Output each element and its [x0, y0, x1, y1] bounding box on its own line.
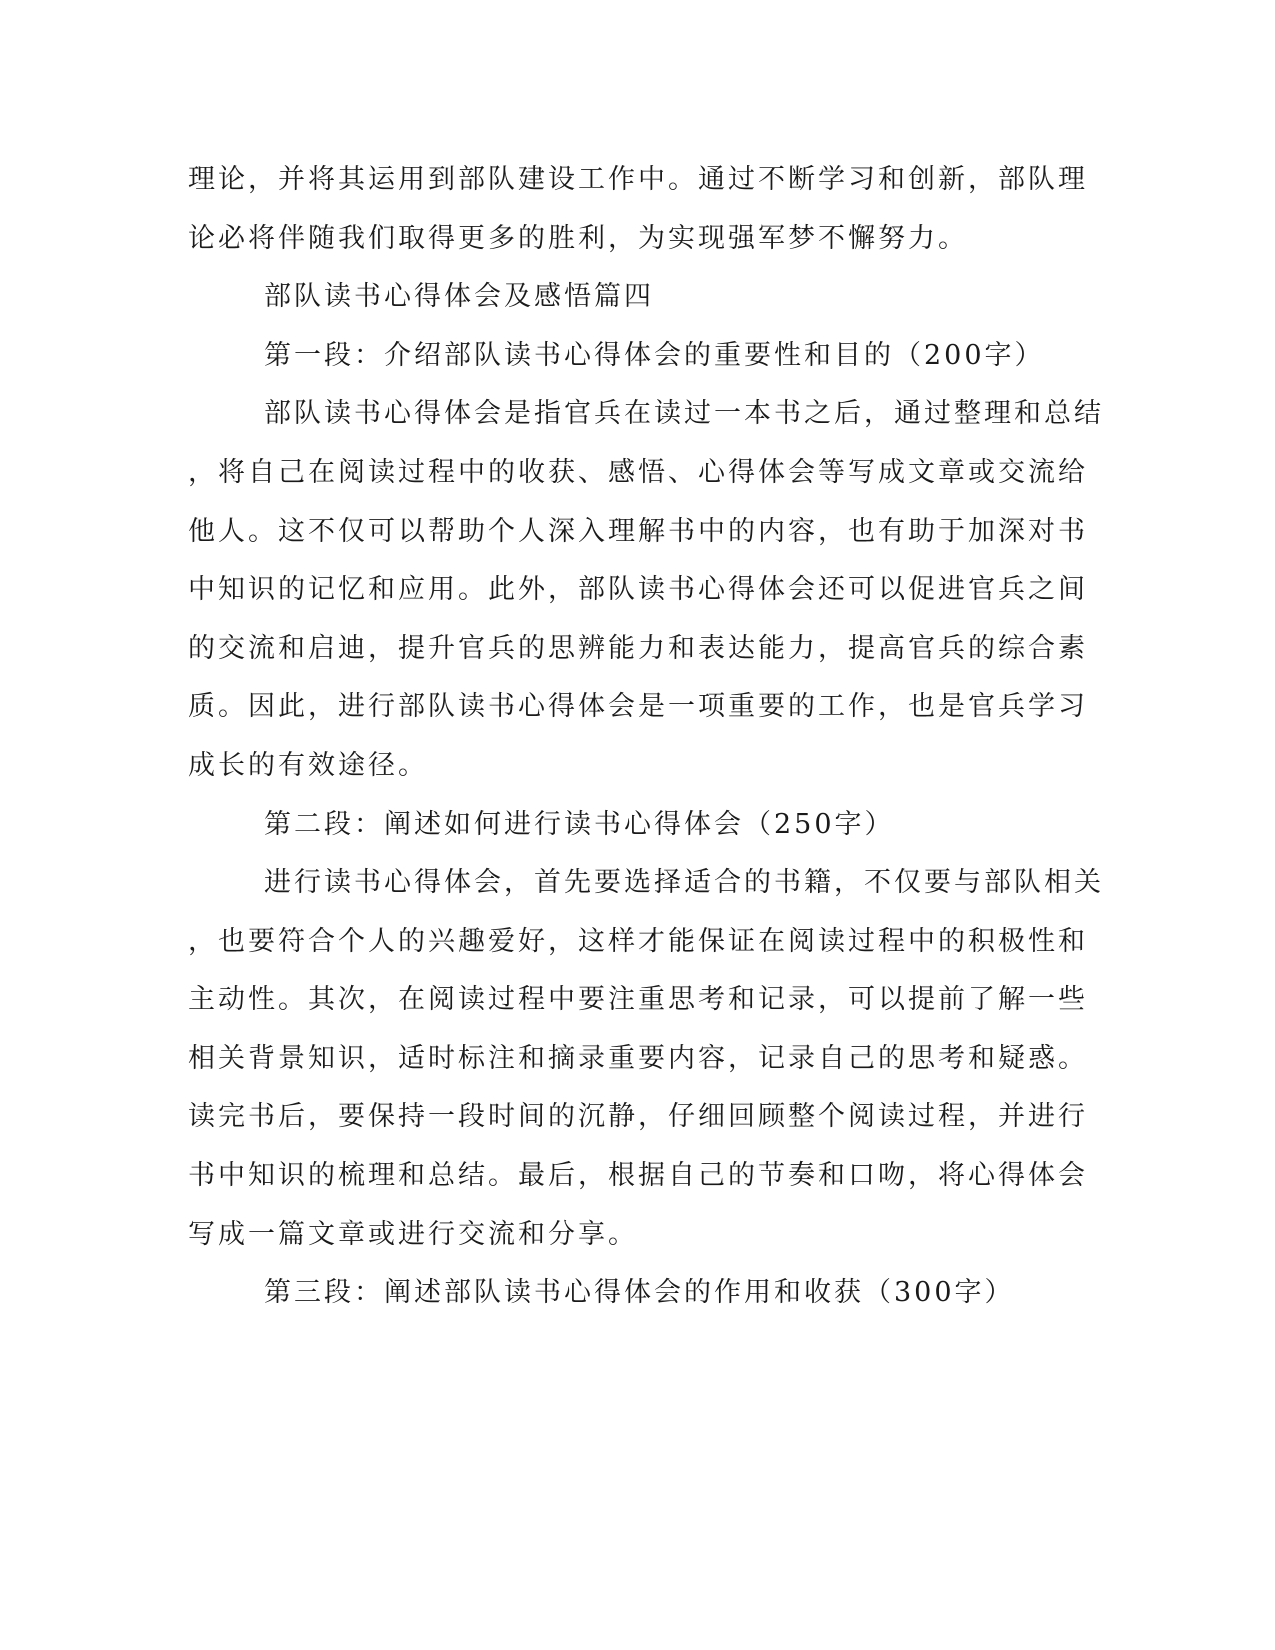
paragraph-line: 理论，并将其运用到部队建设工作中。通过不断学习和创新，部队理 — [188, 164, 1088, 195]
paragraph-line: 书中知识的梳理和总结。最后，根据自己的节奏和口吻，将心得体会 — [188, 1160, 1088, 1191]
heading-first-section: 第一段：介绍部队读书心得体会的重要性和目的（200字） — [264, 340, 1045, 371]
paragraph-line: ，将自己在阅读过程中的收获、感悟、心得体会等写成文章或交流给 — [188, 457, 1088, 488]
paragraph-line: 质。因此，进行部队读书心得体会是一项重要的工作，也是官兵学习 — [188, 691, 1088, 722]
paragraph-line: 部队读书心得体会是指官兵在读过一本书之后，通过整理和总结 — [264, 398, 1104, 429]
paragraph-line: 中知识的记忆和应用。此外，部队读书心得体会还可以促进官兵之间 — [188, 574, 1088, 605]
paragraph-line: 成长的有效途径。 — [188, 750, 428, 781]
section-title: 部队读书心得体会及感悟篇四 — [264, 281, 654, 312]
paragraph-line: 读完书后，要保持一段时间的沉静，仔细回顾整个阅读过程，并进行 — [188, 1101, 1088, 1132]
paragraph-line: 主动性。其次，在阅读过程中要注重思考和记录，可以提前了解一些 — [188, 984, 1088, 1015]
paragraph-line: 他人。这不仅可以帮助个人深入理解书中的内容，也有助于加深对书 — [188, 516, 1088, 547]
paragraph-line: 的交流和启迪，提升官兵的思辨能力和表达能力，提高官兵的综合素 — [188, 633, 1088, 664]
paragraph-line: 写成一篇文章或进行交流和分享。 — [188, 1219, 638, 1250]
paragraph-line: ，也要符合个人的兴趣爱好，这样才能保证在阅读过程中的积极性和 — [188, 926, 1088, 957]
heading-second-section: 第二段：阐述如何进行读书心得体会（250字） — [264, 809, 895, 840]
heading-third-section: 第三段：阐述部队读书心得体会的作用和收获（300字） — [264, 1277, 1015, 1308]
paragraph-line: 进行读书心得体会，首先要选择适合的书籍，不仅要与部队相关 — [264, 867, 1104, 898]
paragraph-line: 论必将伴随我们取得更多的胜利，为实现强军梦不懈努力。 — [188, 223, 968, 254]
paragraph-line: 相关背景知识，适时标注和摘录重要内容，记录自己的思考和疑惑。 — [188, 1043, 1088, 1074]
